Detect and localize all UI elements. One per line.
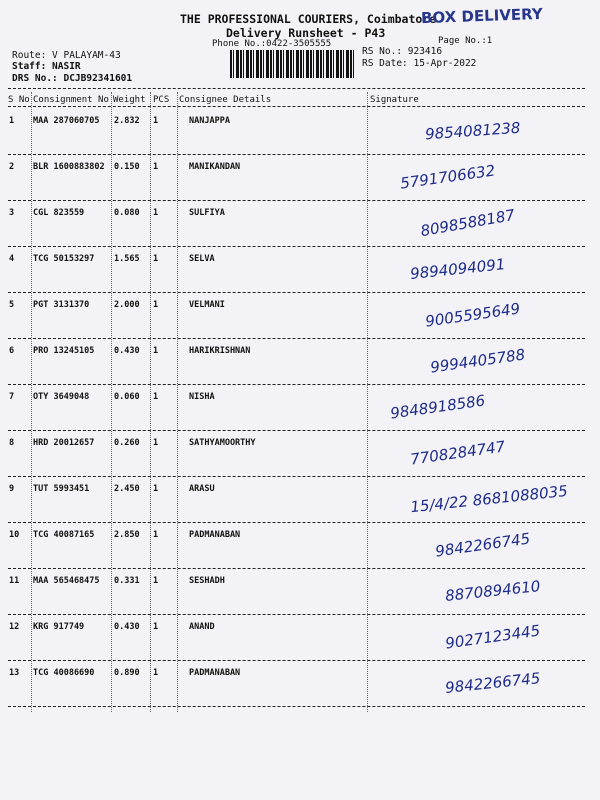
signature-handwritten: 9894094091 bbox=[409, 255, 507, 283]
signature-handwritten: 15/4/22 8681088035 bbox=[409, 481, 569, 517]
company-name: THE PROFESSIONAL COURIERS, Coimbatore bbox=[180, 12, 437, 26]
document-title: Delivery Runsheet - P43 bbox=[226, 26, 386, 40]
row-divider bbox=[8, 430, 585, 431]
row-divider bbox=[8, 246, 585, 247]
cell-consignee: SATHYAMOORTHY bbox=[189, 438, 256, 448]
cell-consignment: TCG 40087165 bbox=[33, 530, 95, 540]
col-signature: Signature bbox=[370, 95, 419, 105]
cell-sno: 3 bbox=[9, 208, 15, 218]
cell-consignee: NANJAPPA bbox=[189, 116, 230, 126]
signature-handwritten: 9027123445 bbox=[444, 621, 542, 653]
cell-consignment: PRO 13245105 bbox=[33, 346, 95, 356]
cell-pcs: 1 bbox=[153, 254, 159, 264]
cell-consignee: SELVA bbox=[189, 254, 215, 264]
signature-handwritten: 9854081238 bbox=[424, 118, 521, 144]
cell-weight: 0.331 bbox=[114, 576, 140, 586]
phone-number: Phone No.:0422-3505555 bbox=[212, 39, 332, 49]
header-divider bbox=[8, 88, 585, 89]
cell-weight: 0.150 bbox=[114, 162, 140, 172]
row-divider bbox=[8, 154, 585, 155]
cell-sno: 5 bbox=[9, 300, 15, 310]
cell-consignment: MAA 287060705 bbox=[33, 116, 100, 126]
cell-weight: 2.450 bbox=[114, 484, 140, 494]
page-number: Page No.:1 bbox=[438, 36, 493, 46]
row-divider bbox=[8, 476, 585, 477]
cell-pcs: 1 bbox=[153, 484, 159, 494]
cell-sno: 13 bbox=[9, 668, 20, 678]
row-divider bbox=[8, 660, 585, 661]
cell-sno: 4 bbox=[9, 254, 15, 264]
cell-sno: 2 bbox=[9, 162, 15, 172]
cell-pcs: 1 bbox=[153, 530, 159, 540]
cell-consignment: HRD 20012657 bbox=[33, 438, 95, 448]
column-separator bbox=[367, 92, 368, 712]
cell-pcs: 1 bbox=[153, 162, 159, 172]
cell-pcs: 1 bbox=[153, 622, 159, 632]
cell-sno: 8 bbox=[9, 438, 15, 448]
cell-pcs: 1 bbox=[153, 576, 159, 586]
signature-handwritten: 8870894610 bbox=[444, 577, 542, 605]
col-pcs: PCS bbox=[153, 95, 170, 105]
col-consignee: Consignee Details bbox=[179, 95, 272, 105]
cell-weight: 0.430 bbox=[114, 622, 140, 632]
signature-handwritten: 9842266745 bbox=[434, 529, 532, 561]
signature-handwritten: 9005595649 bbox=[424, 299, 522, 331]
cell-weight: 2.832 bbox=[114, 116, 140, 126]
cell-pcs: 1 bbox=[153, 300, 159, 310]
cell-consignee: SULFIYA bbox=[189, 208, 225, 218]
box-delivery-stamp: BOX DELIVERY bbox=[420, 4, 544, 28]
cell-consignment: TUT 5993451 bbox=[33, 484, 90, 494]
cell-consignee: SESHADH bbox=[189, 576, 225, 586]
row-divider bbox=[8, 384, 585, 385]
cell-sno: 7 bbox=[9, 392, 15, 402]
signature-handwritten: 7708284747 bbox=[409, 437, 507, 469]
cell-consignment: KRG 917749 bbox=[33, 622, 85, 632]
cell-pcs: 1 bbox=[153, 668, 159, 678]
row-divider bbox=[8, 200, 585, 201]
cell-sno: 10 bbox=[9, 530, 20, 540]
cell-weight: 0.060 bbox=[114, 392, 140, 402]
cell-sno: 11 bbox=[9, 576, 20, 586]
cell-consignment: PGT 3131370 bbox=[33, 300, 90, 310]
col-consignment: Consignment No bbox=[33, 95, 109, 105]
cell-pcs: 1 bbox=[153, 208, 159, 218]
cell-consignee: ARASU bbox=[189, 484, 215, 494]
cell-sno: 9 bbox=[9, 484, 15, 494]
signature-handwritten: 9994405788 bbox=[429, 345, 527, 377]
cell-weight: 0.430 bbox=[114, 346, 140, 356]
row-divider bbox=[8, 568, 585, 569]
cell-consignee: VELMANI bbox=[189, 300, 225, 310]
cell-consignment: TCG 50153297 bbox=[33, 254, 95, 264]
route: Route: V PALAYAM-43 bbox=[12, 50, 121, 61]
cell-consignment: MAA 565468475 bbox=[33, 576, 100, 586]
cell-consignment: OTY 3649048 bbox=[33, 392, 90, 402]
rs-date: RS Date: 15-Apr-2022 bbox=[362, 58, 477, 69]
signature-handwritten: 5791706632 bbox=[399, 161, 497, 193]
col-weight: Weight bbox=[113, 95, 146, 105]
cell-weight: 0.890 bbox=[114, 668, 140, 678]
row-divider bbox=[8, 292, 585, 293]
cell-consignment: TCG 40086690 bbox=[33, 668, 95, 678]
cell-pcs: 1 bbox=[153, 392, 159, 402]
cell-weight: 1.565 bbox=[114, 254, 140, 264]
row-divider bbox=[8, 614, 585, 615]
row-divider bbox=[8, 522, 585, 523]
cell-weight: 2.000 bbox=[114, 300, 140, 310]
cell-consignee: MANIKANDAN bbox=[189, 162, 241, 172]
cell-weight: 2.850 bbox=[114, 530, 140, 540]
row-divider bbox=[8, 338, 585, 339]
cell-sno: 1 bbox=[9, 116, 15, 126]
cell-weight: 0.080 bbox=[114, 208, 140, 218]
column-separator bbox=[177, 92, 178, 712]
signature-handwritten: 9842266745 bbox=[444, 669, 542, 697]
rs-number: RS No.: 923416 bbox=[362, 46, 443, 57]
cell-pcs: 1 bbox=[153, 116, 159, 126]
column-separator bbox=[150, 92, 151, 712]
header-divider-bottom bbox=[8, 106, 585, 107]
cell-consignee: PADMANABAN bbox=[189, 668, 241, 678]
cell-pcs: 1 bbox=[153, 346, 159, 356]
barcode bbox=[230, 50, 356, 78]
cell-consignment: CGL 823559 bbox=[33, 208, 85, 218]
cell-consignment: BLR 1600883802 bbox=[33, 162, 105, 172]
cell-sno: 6 bbox=[9, 346, 15, 356]
signature-handwritten: 8098588187 bbox=[419, 205, 517, 241]
cell-consignee: NISHA bbox=[189, 392, 215, 402]
signature-handwritten: 9848918586 bbox=[389, 391, 487, 423]
column-separator bbox=[31, 92, 32, 712]
cell-consignee: ANAND bbox=[189, 622, 215, 632]
cell-weight: 0.260 bbox=[114, 438, 140, 448]
cell-pcs: 1 bbox=[153, 438, 159, 448]
cell-consignee: PADMANABAN bbox=[189, 530, 241, 540]
column-separator bbox=[111, 92, 112, 712]
col-sno: S No bbox=[8, 95, 30, 105]
staff: Staff: NASIR bbox=[12, 61, 81, 72]
drs-number: DRS No.: DCJB92341601 bbox=[12, 73, 133, 84]
cell-consignee: HARIKRISHNAN bbox=[189, 346, 251, 356]
cell-sno: 12 bbox=[9, 622, 20, 632]
row-divider bbox=[8, 706, 585, 707]
